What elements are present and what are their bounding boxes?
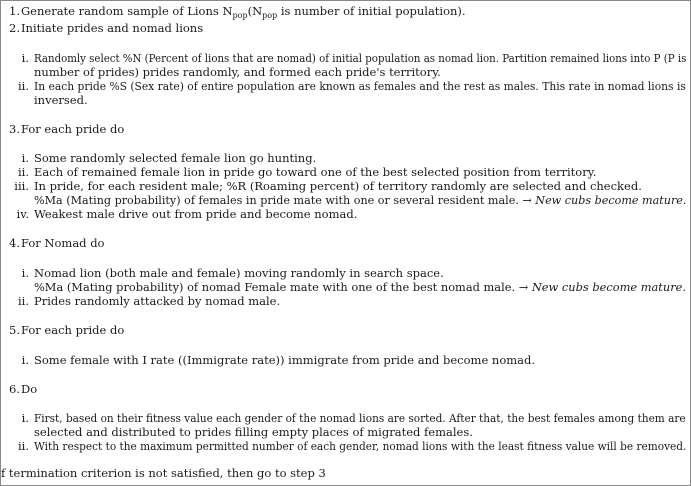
substep-line: Nomad lion (both male and female) moving randomly in search space. (34, 266, 444, 280)
substep-line: Randomly select %N (Percent of lions that are nomad) of initial population as nomad lion. Partition remained lions into P (P is (34, 51, 687, 65)
substep-number: iv. (16, 207, 29, 221)
substep-line: With respect to the maximum permitted number of each gender, nomad lions with the least fitness value will be removed. (34, 439, 687, 453)
subscript-pop: pop (232, 11, 248, 20)
substep-line: Prides randomly attacked by nomad male. (34, 294, 281, 308)
termination-line: f termination criterion is not satisfied, then go to step 3 (1, 466, 326, 480)
subscript-pop: pop (262, 11, 278, 20)
substep-line: First, based on their fitness value each gender of the nomad lions are sorted. After that, the best females among them are (34, 411, 686, 425)
step-text: Do (21, 382, 38, 396)
substep-line: In pride, for each resident male; %R (Roaming percent) of territory randomly are selected and checked. (34, 179, 642, 193)
substep-text: %Ma (Mating probability) of females in pride mate with one or several resident male. → (34, 193, 536, 207)
step-text: For each pride do (21, 323, 125, 337)
substep-number: i. (21, 51, 29, 65)
substep-number: iii. (14, 179, 29, 193)
substep-line: Some randomly selected female lion go hunting. (34, 151, 317, 165)
substep-line: selected and distributed to prides filling empty places of migrated females. (34, 425, 473, 439)
step-1-text-a: Generate random sample of Lions N (21, 4, 233, 18)
substep-number: ii. (17, 439, 29, 453)
substep-line (34, 280, 686, 294)
substep-text: %Ma (Mating probability) of nomad Female mate with one of the best nomad male. → (34, 280, 532, 294)
step-number: 4. (9, 236, 20, 250)
step-text (21, 4, 466, 18)
substep-line: In each pride %S (Sex rate) of entire population are known as females and the rest as males. This rate in nomad lions is (34, 79, 686, 93)
substep-number: ii. (17, 294, 29, 308)
step-number: 2. (9, 21, 20, 35)
emphasis-text: New cubs become mature. (535, 193, 687, 207)
substep-number: i. (21, 151, 29, 165)
substep-number: i. (21, 266, 29, 280)
step-number: 5. (9, 323, 20, 337)
substep-line: Some female with I rate ((Immigrate rate)) immigrate from pride and become nomad. (34, 353, 536, 367)
step-number: 6. (9, 382, 20, 396)
step-number: 1. (9, 4, 20, 18)
emphasis-text: New cubs become mature. (531, 280, 686, 294)
substep-number: ii. (17, 165, 29, 179)
substep-line: Each of remained female lion in pride go toward one of the best selected position from territory. (34, 165, 597, 179)
substep-number: i. (21, 411, 29, 425)
step-text: For Nomad do (21, 236, 105, 250)
substep-number: i. (21, 353, 29, 367)
substep-line (34, 193, 686, 207)
step-number: 3. (9, 122, 20, 136)
substep-line: number of prides) prides randomly, and formed each pride's territory. (34, 65, 441, 79)
step-text: For each pride do (21, 122, 125, 136)
step-1-text-b: (N (247, 4, 263, 18)
substep-line: Weakest male drive out from pride and become nomad. (34, 207, 358, 221)
substep-line: inversed. (34, 93, 88, 107)
step-text: Initiate prides and nomad lions (21, 21, 204, 35)
substep-number: ii. (17, 79, 29, 93)
step-1-text-c: is number of initial population). (277, 4, 466, 18)
